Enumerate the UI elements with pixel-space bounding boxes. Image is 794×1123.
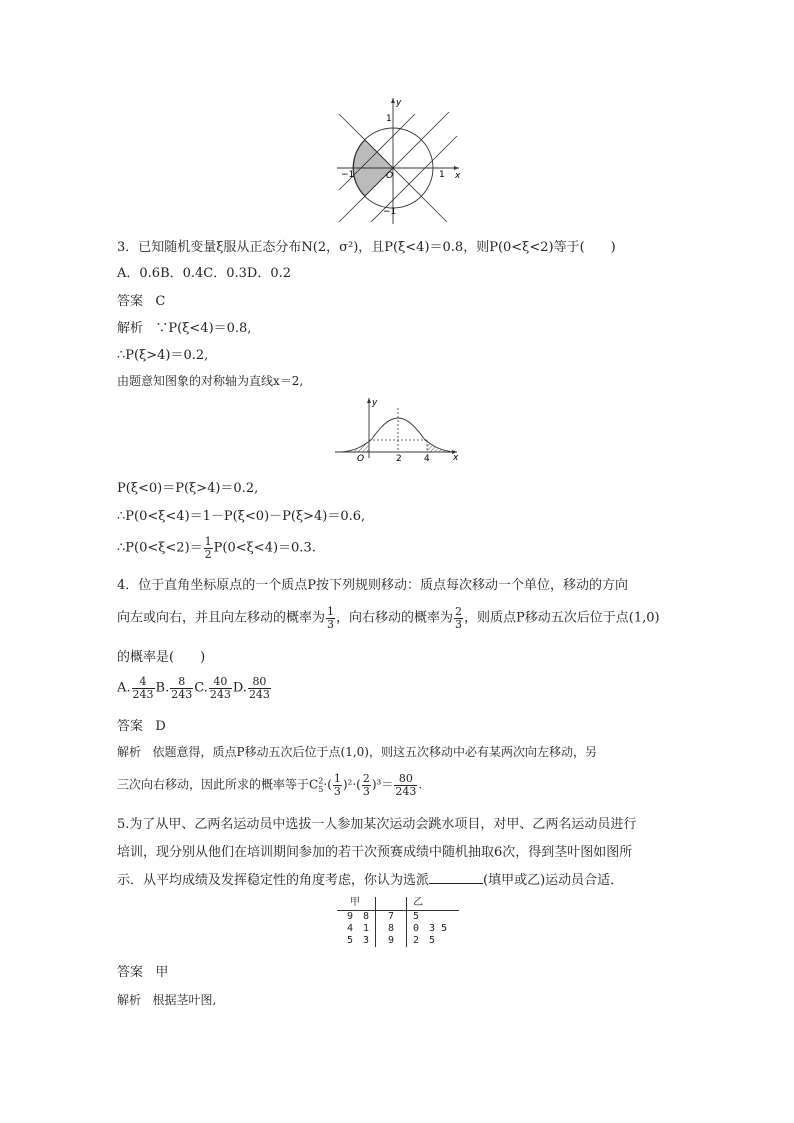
fraction-half: $\frac{1}{2}$ (204, 535, 212, 561)
fraction-two-thirds: $\frac{2}{3}$ (455, 605, 463, 631)
fill-blank (429, 872, 483, 884)
label-x: x (455, 171, 461, 181)
q4-analysis-line2: 三次向右移动，因此所求的概率等于$C^2_5\cdot$( $\frac{1}{3}$ )²·( $\frac{2}{3}$ )³＝ $\frac{80}{243}$ . (117, 772, 423, 798)
figure-circle-lines (333, 96, 465, 228)
normal-curve (341, 418, 455, 452)
q5-line1: 5.为了从甲、乙两名运动员中选拔一人参加某次运动会跳水项目，对甲、乙两名运动员进行 (117, 817, 637, 832)
label-origin: O (386, 171, 394, 181)
answer-label: 答案 (117, 294, 144, 309)
right-tail-shade (427, 442, 453, 452)
label-neg-one-x: −1 (341, 170, 355, 180)
q5-line3: 示．从平均成绩及发挥稳定性的角度考虑，你认为选派 (填甲或乙)运动员合适． (117, 873, 624, 888)
answer-label: 答案 (117, 719, 144, 734)
q3-line3: 由题意知图象的对称轴为直线x＝2, (117, 374, 304, 388)
q3-line6: ∴P(0<ξ<2)＝ $\frac{1}{2}$ P(0<ξ<4)＝0.3. (117, 535, 316, 561)
option-c-fraction: $\frac{40}{243}$ (209, 675, 231, 701)
label-one-x: 1 (439, 170, 445, 180)
q5-analysis-row: 解析 根据茎叶图, (117, 993, 217, 1007)
q3-options: A．0.6B．0.4C．0.3D．0.2 (117, 266, 292, 281)
label-origin: O (357, 454, 365, 462)
q3-line2: ∴P(ξ>4)＝0.2, (117, 348, 209, 363)
q4-options: A. $\frac{4}{243}$ B. $\frac{8}{243}$ C. $\frac{40}{243}$ D. $\frac{80}{243}$ (117, 675, 270, 701)
q4-answer-row (117, 719, 166, 735)
label-y: y (372, 398, 378, 408)
analysis-label: 解析 (117, 993, 142, 1007)
q5-line2: 培训，现分别从他们在培训期间参加的若干次预赛成绩中随机抽取6次，得到茎叶图如图所 (117, 845, 633, 860)
q5-answer-row (117, 965, 168, 981)
head-left: 甲 (337, 897, 376, 911)
head-right: 乙 (407, 897, 460, 911)
stem-leaf-table: 甲 乙 9 8 7 5 4 1 8 0 3 5 5 3 9 2 5 (337, 897, 459, 947)
label-y: y (396, 98, 402, 108)
option-d-fraction: $\frac{80}{243}$ (248, 675, 270, 701)
label-two: 2 (396, 454, 402, 462)
q3-line1: ∵P(ξ<4)＝0.8, (155, 321, 252, 336)
q3-answer-row (117, 294, 165, 310)
analysis-label: 解析 (117, 745, 142, 759)
option-a-fraction: $\frac{4}{243}$ (132, 675, 154, 701)
answer-value: C (155, 294, 166, 309)
q4-line1: 4．位于直角坐标原点的一个质点P按下列规则移动：质点每次移动一个单位，移动的方向 (117, 578, 629, 593)
q4-line2: 向左或向右，并且向左移动的概率为 $\frac{1}{3}$ ，向右移动的概率为 $\frac{2}{3}$ ，则质点P移动五次后位于点(1,0) (117, 605, 660, 631)
option-b-fraction: $\frac{8}{243}$ (171, 675, 193, 701)
fraction-one-third: $\frac{1}{3}$ (327, 605, 335, 631)
q3-line5: ∴P(0<ξ<4)＝1－P(ξ<0)－P(ξ>4)＝0.6, (117, 509, 366, 524)
q4-line3: 的概率是( ) (117, 650, 206, 665)
q3-stem: 3．已知随机变量ξ服从正态分布N(2，σ²)，且P(ξ<4)＝0.8，则P(0<ξ<2)等于( ) (117, 240, 616, 255)
left-tail-shade (343, 442, 369, 452)
q4-analysis-row: 解析 依题意得，质点P移动五次后位于点(1,0)，则这五次移动中必有某两次向左移动，另 (117, 745, 597, 759)
q3-analysis-row (117, 321, 251, 337)
label-one-y: 1 (386, 114, 392, 124)
answer-value: D (155, 719, 166, 734)
answer-label: 答案 (117, 965, 144, 980)
label-four: 4 (424, 454, 430, 462)
answer-value: 甲 (155, 965, 169, 980)
label-x: x (453, 453, 459, 462)
figure-normal-curve (333, 396, 461, 462)
analysis-label: 解析 (117, 321, 144, 336)
label-neg-one-y: −1 (383, 207, 397, 217)
q3-line4: P(ξ<0)＝P(ξ>4)＝0.2, (117, 481, 259, 496)
